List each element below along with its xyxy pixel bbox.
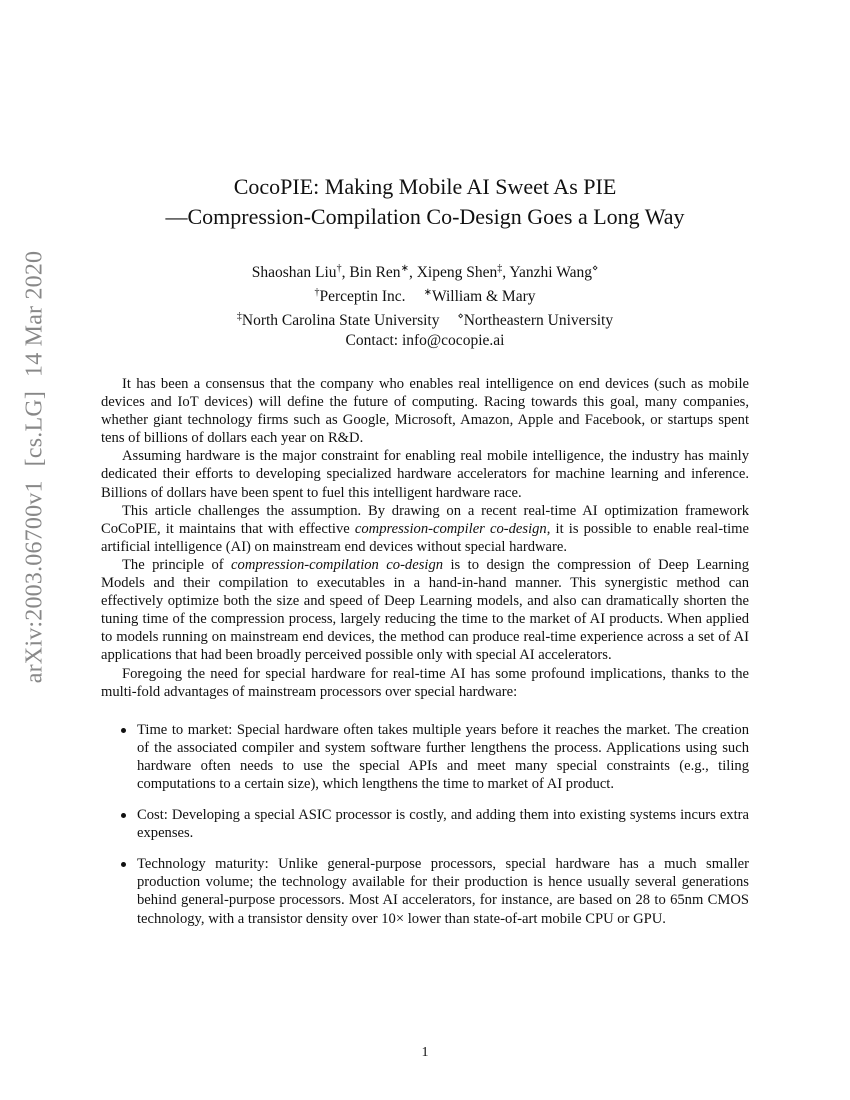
affiliation-william-mary: William & Mary [431,288,536,306]
emphasis-term: compression-compilation co-design [231,556,444,573]
arxiv-stamp-text [22,237,49,683]
page-number: 1 [421,1045,429,1060]
arxiv-date: 14 Mar 2020 [21,250,48,377]
paper-body [101,375,749,941]
paragraph-3: This article challenges the assumption. By drawing on a recent real-time AI optimization framework CoCoPIE, it maintains that with effective compression-compiler co-design, it is possible to enable real-time artificial intelligence (AI) on mainstream end devices without special hardware. [101,502,749,555]
author-list: Shaoshan Liu†, Bin Ren∗, Xipeng Shen‡, Yanzhi Wang⋄ [251,263,599,282]
affiliation-ncsu: North Carolina State University [241,312,440,330]
list-item-cost: Cost: Developing a special ASIC processor is costly, and adding them into existing systems incurs extra expenses. [137,806,749,842]
bullet-dot [121,862,126,867]
arxiv-sidebar-stamp [18,250,52,684]
paragraph-1: It has been a consensus that the company who enables real intelligence on end devices (such as mobile devices and IoT devices) will define the future of computing. Racing towards this goal, many companies, whether giant technology firms such as Google, Microsoft, Amazon, Apple and Facebook, or startups spent tens of billions of dollars each year on R&D. [101,376,749,447]
affiliation-mark: ⋄ [591,263,599,274]
author-name: Bin Ren [349,264,401,282]
affiliation-mark: ∗ [423,287,432,299]
title-line-1: CocoPIE: Making Mobile AI Sweet As PIE [233,174,617,199]
author-name: Yanzhi Wang [509,264,592,282]
paragraph-2: Assuming hardware is the major constraint for enabling real mobile intelligence, the industry has mainly dedicated their efforts to developing specialized hardware accelerators for machine learning and inference. Billions of dollars have been spent to fuel this intelligent hardware race. [101,448,749,501]
list-item-technology-maturity: Technology maturity: Unlike general-purpose processors, special hardware has a much smaller production volume; the technology available for their production is hence usually several generations behind general-purpose processors. Most AI accelerators, for instance, are based on 28 to 65nm CMOS technology, with a transistor density over 10× lower than state-of-art mobile CPU or GPU. [137,855,749,927]
title-line-2: —Compression-Compilation Co-Design Goes a Long Way [165,204,685,229]
contact-email: Contact: info@cocopie.ai [345,332,505,350]
author-block [100,259,750,351]
affiliation-perceptin: Perceptin Inc. [319,288,406,306]
affiliation-northeastern: Northeastern University [463,312,614,330]
advantages-list [101,721,749,928]
list-item-time-to-market: Time to market: Special hardware often takes multiple years before it reaches the market. The creation of the associated compiler and system software further lengthens the process. Applications using such hardware often needs to use the special APIs and meet many special constraints (e.g., tiling computations to a certain size), which lengthens the time to market of AI product. [137,721,749,793]
affiliation-mark: ∗ [400,263,409,274]
affiliation-mark: ‡ [497,263,503,274]
bullet-dot [121,813,126,818]
author-name: Xipeng Shen [416,264,498,282]
arxiv-id: arXiv:2003.06700v1 [21,480,48,684]
bullet-dot [121,728,126,733]
affiliation-line-1 [100,283,750,307]
affiliation-mark: ‡ [236,311,242,323]
paragraph-4: The principle of compression-compilation co-design is to design the compression of Deep Learning Models and their compilation to executables in a hand-in-hand manner. This synergistic method can effectively optimize both the size and speed of Deep Learning models, and also can dramatically shorten the tuning time of the compression process, largely reducing the time to the market of AI products. When applied to models running on mainstream end devices, the method can produce real-time experience across a set of AI applications that had been broadly perceived possible only with special AI accelerators. [101,556,749,664]
paper-title [100,172,750,232]
emphasis-term: compression-compiler co-design [354,520,547,537]
affiliation-mark: ⋄ [457,311,464,323]
affiliation-mark: † [336,263,342,274]
paragraph-5: Foregoing the need for special hardware for real-time AI has some profound implications, thanks to the multi-fold advantages of mainstream processors over special hardware: [101,665,749,700]
author-name: Shaoshan Liu [251,264,337,282]
arxiv-category: [cs.LG] [21,390,48,467]
affiliation-mark: † [314,287,320,299]
affiliation-line-2 [100,307,750,331]
